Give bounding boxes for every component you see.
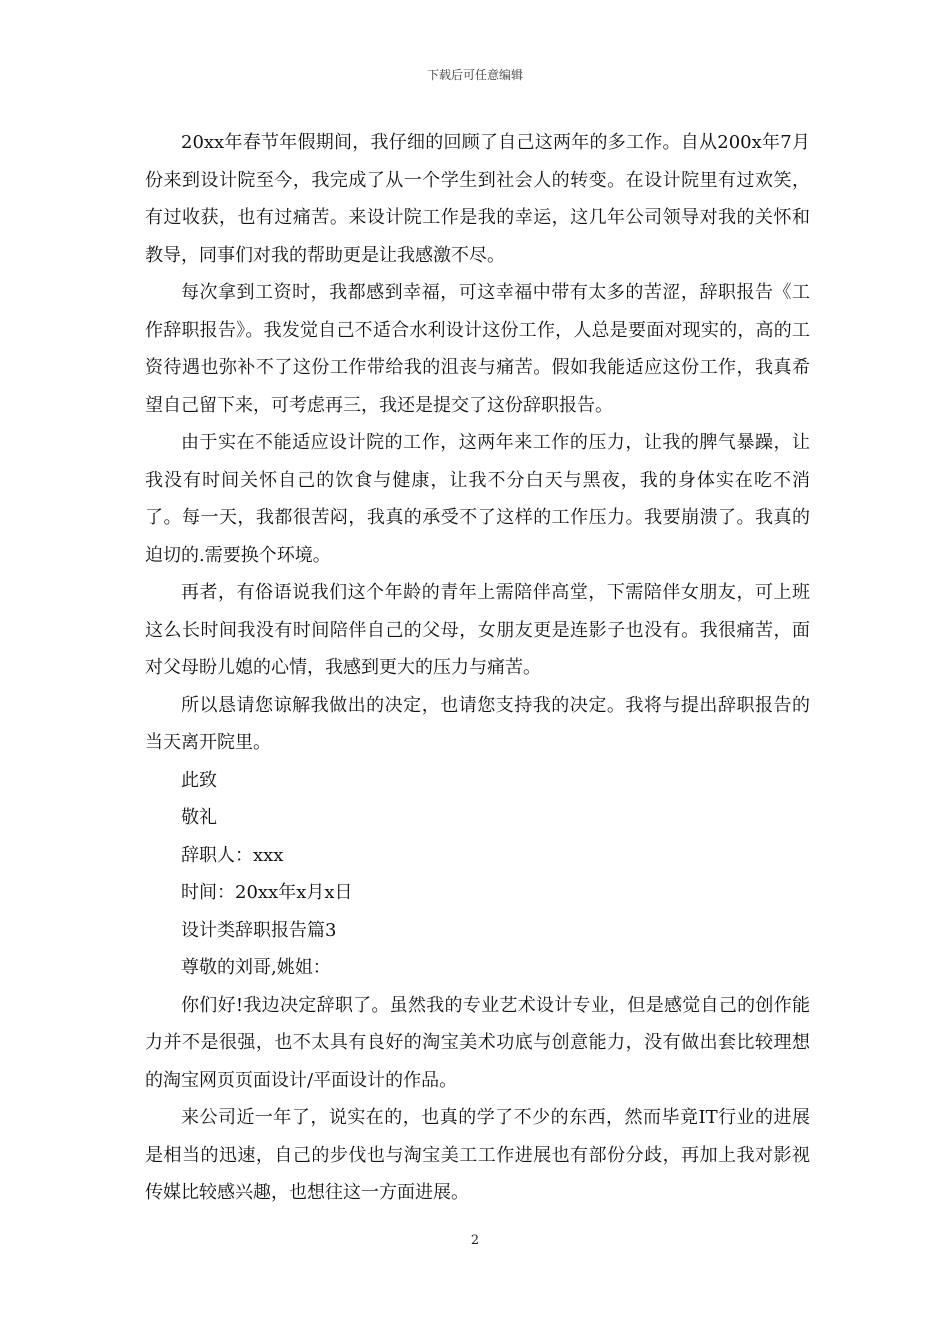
paragraph: 你们好!我边决定辞职了。虽然我的专业艺术设计专业，但是感觉自己的创作能力并不是很强，也不太具有良好的淘宝美术功底与创意能力，没有做出套比较理想的淘宝网页页面设计/平面设计的作品。 (145, 994, 810, 1091)
section-title: 设计类辞职报告篇3 (181, 919, 337, 941)
closing-line: 此致 (181, 769, 217, 791)
paragraph: 所以恳请您谅解我做出的决定，也请您支持我的决定。我将与提出辞职报告的当天离开院里。 (145, 694, 810, 753)
paragraph: 每次拿到工资时，我都感到幸福，可这幸福中带有太多的苦涩，辞职报告《工作辞职报告》。我发觉自己不适合水利设计这份工作，人总是要面对现实的，高的工资待遇也弥补不了这份工作带给我的沮丧与痛苦。假如我能适应这份工作，我真希望自己留下来，可考虑再三，我还是提交了这份辞职报告。 (145, 282, 810, 416)
paragraph: 来公司近一年了，说实在的，也真的学了不少的东西，然而毕竟IT行业的进展是相当的迅速，自己的步伐也与淘宝美工工作进展也有部份分歧，再加上我对影视传媒比较感兴趣，也想往这一方面进展。 (145, 1107, 810, 1203)
paragraph: 由于实在不能适应设计院的工作，这两年来工作的压力，让我的脾气暴躁，让我没有时间关怀自己的饮食与健康，让我不分白天与黑夜，我的身体实在吃不消了。每一天，我都很苦闷，我真的承受不了这样的工作压力。我要崩溃了。我真的迫切的.需要换个环境。 (145, 432, 810, 566)
paragraph: 20xx年春节年假期间，我仔细的回顾了自己这两年的多工作。自从200x年7月份来到设计院至今，我完成了从一个学生到社会人的转变。在设计院里有过欢笑，有过收获，也有过痛苦。来设计院工作是我的幸运，这几年公司领导对我的关怀和教导，同事们对我的帮助更是让我感激不尽。 (145, 132, 810, 266)
signer-line: 辞职人：xxx (181, 844, 284, 866)
date-line: 时间：20xx年x月x日 (181, 882, 353, 903)
page-header: 下载后可任意编辑 (426, 68, 523, 82)
greeting-line: 尊敬的刘哥,姚姐： (181, 957, 331, 978)
paragraph: 再者，有俗语说我们这个年龄的青年上需陪伴高堂，下需陪伴女朋友，可上班这么长时间我没有时间陪伴自己的父母，女朋友更是连影子也没有。我很痛苦，面对父母盼儿媳的心情，我感到更大的压力与痛苦。 (145, 582, 810, 678)
page-number: 2 (470, 1233, 480, 1248)
salute-line: 敬礼 (181, 807, 217, 828)
document-body (145, 124, 810, 1212)
